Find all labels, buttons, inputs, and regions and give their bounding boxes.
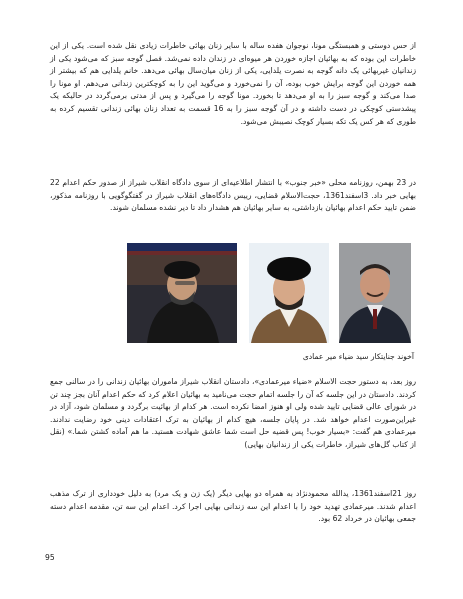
- photo-strip: [127, 243, 411, 343]
- paragraph-execution-record: روز 21اسفند1361، یدالله محمودنژاد به همراه دو بهایی دیگر (یک زن و یک مرد) به دلیل خودداری از ترک مذهب اعدام شدند. میرعمادی تهدید خود را با اعدام این سه زندانی بهایی اجرا کرد. اعدام این سه تن، مقدمه اعدام دسته جمعی بهائیان در خرداد 62 بود.: [50, 489, 416, 524]
- photo-cleric-dark-robe: [127, 243, 237, 343]
- photo-cleric-turban: [249, 243, 329, 343]
- page-number: 95: [45, 553, 55, 562]
- paragraph-mona-memory: از حس دوستی و همبستگی مونا، نوجوان هفده ساله با سایر زنان بهائی خاطرات زیادی نقل شده است. یکی از این خاطرات این بوده که به بهائیان اجازه خوردن هر میوه‌ای در زندان داده نمی‌شد. فصل گوجه سبز که می‌شود یکی از زندانیان غیربهائی یک دانه گوجه به نصرت یلدایی، یکی از زنان میان‌سال بهائی می‌دهد. خانم یلدایی هم که بیشتر از همه خوردن این گوجه برایش خوب بوده، آن را نمی‌خورد و می‌گوید این را به کوچکترین زندانی می‌دهم. او مونا را صدا می‌کند و گوجه سبز را به او می‌دهد تا بخورد. مونا گوجه را می‌گیرد و پس از مدتی برمی‌گردد در حالیکه یک پیشدستی کوچکی در دست داشته و در آن گوجه سبز را به 16 قسمت به تعداد زنان بهائی زندانی تقسیم کرده به طوری که هر کس یک تکه بسیار کوچک نصیبش می‌شود.: [50, 41, 416, 126]
- photo-caption: آخوند جنایتکار سید ضیاء میر عمادی: [302, 352, 414, 361]
- paragraph-mir-emadi-meeting: روز بعد، به دستور حجت الاسلام «ضیاء میرعمادی»، دادستان انقلاب شیراز ماموران بهائیان زندانی را در سالنی جمع کردند. دادستان در این جلسه که آن را جلسه اتمام حجت می‌نامید به بهائیان اعلام کرد که حکم اعدام آنان بجز چند تن در شورای عالی قضایی تایید شده ولی او هنوز امضا نکرده است. هر کدام از بهائیت برگردد و مسلمان شود، آزاد در غیراین‌صورت اعدام خواهد شد. در پایان جلسه، هیچ کدام از بهائیان به ترک اعتقادات دینی خود رضایت ندادند. میرعمادی هم گفت: «بسیار خوب! پس قضیه حل است شما عاشق شهادت هستید. ما هم آماده کشتن شما.» (نقل از کتاب گل‌های شیراز، خاطرات یکی از زندانیان بهایی): [50, 377, 416, 449]
- paragraph-execution-verdict: در 23 بهمن، روزنامه محلی «خبر جنوب» با انتشار اطلاعیه‌ای از سوی دادگاه انقلاب شیراز از صدور حکم اعدام 22 بهایی خبر داد. 3اسفند1361، حجت‌الاسلام قضایی، رییس دادگاه‌های انقلاب شیراز در گفتگوگویی با روزنامه مذکور، ضمن تایید حکم اعدام بهائیان بازداشتی، به سایر بهائیان هم هشدار داد تا دیر نشده مسلمان شوند.: [50, 178, 416, 213]
- photo-man-suit: [339, 243, 411, 343]
